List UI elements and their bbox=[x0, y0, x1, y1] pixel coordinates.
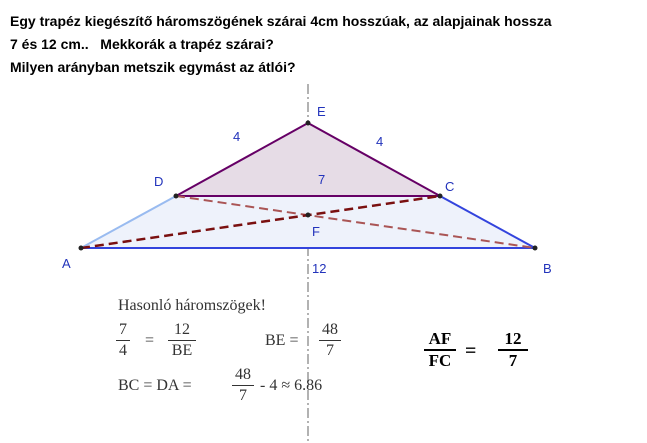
point-a[interactable] bbox=[79, 246, 84, 251]
eq1-rhs-den: BE bbox=[171, 342, 193, 359]
fraction-bar bbox=[232, 385, 254, 386]
length-dc: 7 bbox=[318, 172, 326, 187]
ratio-rhs-fraction bbox=[498, 330, 528, 370]
eq1-equals: = bbox=[145, 332, 155, 349]
ratio-lhs-fraction bbox=[424, 330, 456, 370]
problem-line-1: Egy trapéz kiegészítő háromszögének szárai 4cm hosszúak, az alapjainak hossza bbox=[10, 13, 552, 29]
problem-line-2: 7 és 12 cm.. Mekkorák a trapéz szárai? bbox=[10, 36, 274, 52]
eq3-rhs-den: 7 bbox=[239, 387, 247, 404]
fraction-bar bbox=[168, 340, 196, 341]
ratio-rhs-den: 7 bbox=[508, 351, 518, 370]
length-ed: 4 bbox=[233, 129, 241, 144]
fraction-bar bbox=[319, 340, 341, 341]
length-ec: 4 bbox=[376, 134, 384, 149]
fraction-bar bbox=[116, 340, 130, 341]
eq3-rhs-fraction bbox=[232, 366, 254, 405]
ratio-rhs-num: 12 bbox=[504, 329, 522, 348]
label-c: C bbox=[445, 179, 455, 194]
problem-line-3: Milyen arányban metszik egymást az átlói? bbox=[10, 59, 296, 75]
point-d[interactable] bbox=[174, 194, 179, 199]
notes-heading: Hasonló háromszögek! bbox=[118, 297, 266, 314]
point-b[interactable] bbox=[533, 246, 538, 251]
eq1-rhs-fraction bbox=[168, 321, 196, 360]
triangle-edc bbox=[176, 123, 440, 196]
eq1-rhs-num: 12 bbox=[174, 321, 190, 338]
point-c[interactable] bbox=[438, 194, 443, 199]
eq2-rhs-fraction bbox=[319, 321, 341, 360]
ratio-lhs-num: AF bbox=[428, 329, 452, 348]
trapezoid-fill bbox=[81, 196, 535, 248]
length-ab: 12 bbox=[312, 261, 327, 276]
eq2-rhs-num: 48 bbox=[322, 321, 338, 338]
eq3-rhs-num: 48 bbox=[235, 366, 251, 383]
eq3-lhs: BC = DA = bbox=[118, 377, 192, 394]
label-b: B bbox=[543, 261, 552, 276]
point-f[interactable] bbox=[306, 213, 311, 218]
point-e[interactable] bbox=[306, 121, 311, 126]
eq1-lhs-den: 4 bbox=[119, 342, 127, 359]
eq1-lhs-fraction bbox=[116, 321, 130, 360]
label-a: A bbox=[62, 256, 71, 271]
label-e: E bbox=[317, 104, 326, 119]
label-f: F bbox=[312, 224, 320, 239]
eq3-tail: - 4 ≈ 6.86 bbox=[260, 377, 323, 394]
eq2-rhs-den: 7 bbox=[326, 342, 334, 359]
ratio-equals: = bbox=[465, 340, 477, 362]
label-d: D bbox=[154, 174, 164, 189]
eq2-lhs: BE = bbox=[265, 332, 299, 349]
eq1-lhs-num: 7 bbox=[119, 321, 127, 338]
ratio-lhs-den: FC bbox=[428, 351, 452, 370]
